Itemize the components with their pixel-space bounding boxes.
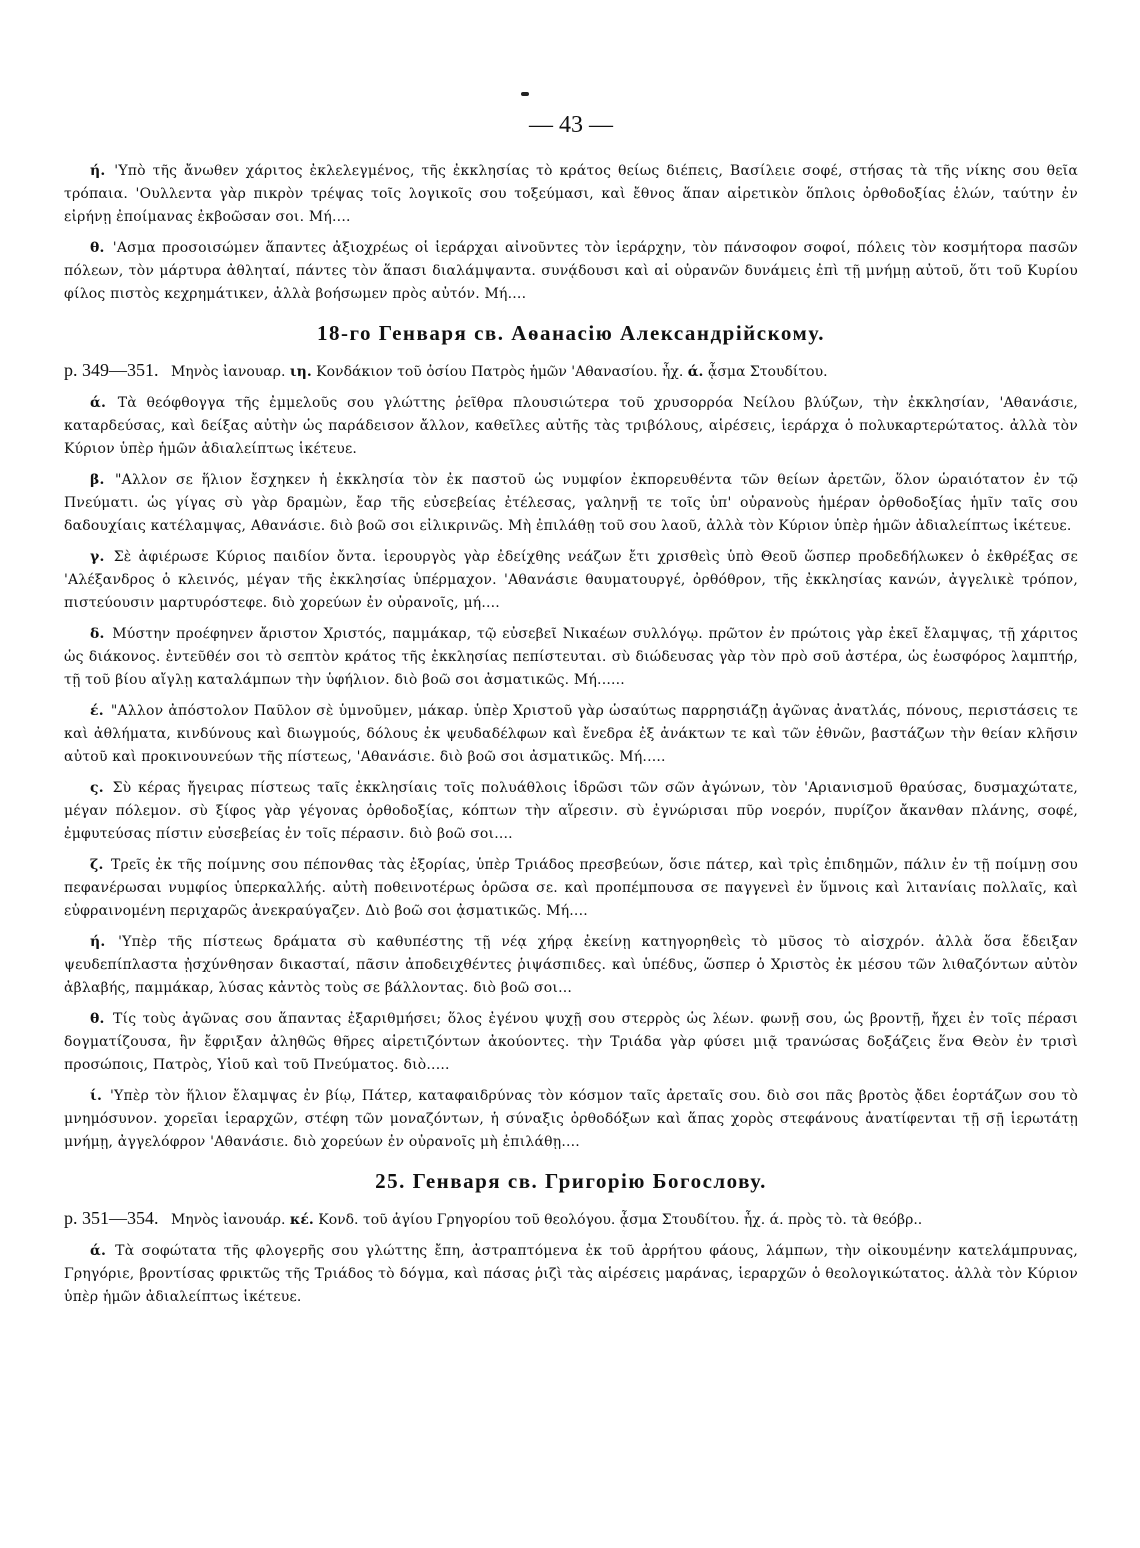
ref-marker: ιη. — [289, 364, 312, 380]
verse-marker: ζ. — [90, 857, 104, 873]
ref-text: ᾆσμα Στουδίτου. — [707, 364, 828, 380]
paragraph-text: 'Υπὲρ τῆς πίστεως δράματα σὺ καθυπέστης τῇ νέᾳ χήρᾳ ἐκείνῃ κατηγορηθεὶς τὸ μῦσος τὸ αἰσχρόν. ἀλλὰ ὅσα ἔδειξαν ψευδεπίπλαστα ᾐσχύνθησαν δικασταί, πᾶσιν ἀποδειχθέντες ῥιψάσπιδες. καὶ ὑπέδυς, ὥσπερ ὁ Χριστὸς ἐκ μέσου τῶν λιθαζόντων αὐτὸν ἀβλαβής, παμμάκαρ, λύσας κἀντὸς τοὺς σε βάλλοντας. διὸ βοῶ σοι... — [64, 934, 1078, 996]
verse-marker: έ. — [90, 703, 104, 719]
paragraph-text: "Αλλον ἀπόστολον Παῦλον σὲ ὑμνοῦμεν, μάκαρ. ὑπὲρ Χριστοῦ γὰρ ὡσαύτως παρρησιάζῃ ἀγῶνας ἀνατλάς, πόνους, περιστάσεις τε καὶ ἀθλήματα, κινδύνους καὶ διωγμούς, δόλους ἐκ ψευδαδέλφων καὶ ἔνεδρα ἐξ ἀνάκτων τε καὶ τῶν ἐθνῶν, βαστάζων τὴν θείαν κλῆσιν αὐτοῦ καὶ προκινουνεύων τῆς πίστεως, 'Αθανάσιε. διὸ βοῶ σοι ἀσματικῶς. Μή..... — [64, 703, 1078, 765]
ref-text: Κονδάκιον τοῦ ὁσίου Πατρὸς ἡμῶν 'Αθανασίου. ἦχ. — [316, 364, 684, 380]
paragraph-text: Τὰ σοφώτατα τῆς φλογερῆς σου γλώττης ἔπη, ἀστραπτόμενα ἐκ τοῦ ἀρρήτου φάους, λάμπων, τὴν οἰκουμένην κατελάμπρυνας, Γρηγόριε, βροντίσας φρικτῶς τῆς Τριάδος τὸ δόγμα, καὶ πάσας ῥιζὶ τὰς αἱρέσεις μαράνας, ἱεραρχῶν ὁ θεολογικώτατος. ἀλλὰ τὸν Κύριον ὑπὲρ ἡμῶν ἀδιαλείπτως ἱκέτευε. — [64, 1243, 1078, 1305]
page-reference: р. 351—354. — [64, 1208, 159, 1228]
paragraph — [64, 623, 1078, 692]
ref-tone: ά. — [687, 364, 704, 380]
paragraph — [64, 777, 1078, 846]
ref-text: Μηνὸς ἰανουάρ. — [170, 1212, 286, 1228]
verse-marker: ς. — [90, 780, 104, 796]
section-heading: 25. Генваря св. Григорію Богослову. — [375, 1169, 767, 1193]
paragraph-text: 'Υπὲρ τὸν ἥλιον ἔλαμψας ἐν βίῳ, Πάτερ, καταφαιδρύνας τὸν κόσμον ταῖς ἀρεταῖς σου. διὸ σοι πᾶς βροτὸς ᾄδει ἑορτάζων σου τὸ μνημόσυνον. χορεῖαι ἱεραρχῶν, στέφη τῶν μοναζόντων, ἡ σύναξις ὀρθοδόξων καὶ ἅπας χορὸς στεφάνους ἀνατίφενται τῇ σῇ ἱερωτάτῃ μνήμῃ, ἀγγελόφρον 'Αθανάσιε. διὸ χορεύων ἐν οὐρανοῖς μὴ ἐπιλάθῃ.... — [64, 1088, 1078, 1150]
ref-text: Κονδ. τοῦ ἁγίου Γρηγορίου τοῦ θεολόγου. ᾆσμα Στουδίτου. ἦχ. ά. πρὸς τὸ. τὰ θεόβρ.. — [318, 1212, 923, 1228]
ref-marker: κέ. — [289, 1212, 314, 1228]
paragraph — [64, 160, 1078, 229]
paragraph-text: Τρεῖς ἐκ τῆς ποίμνης σου πέπονθας τὰς ἐξορίας, ὑπὲρ Τριάδος πρεσβεύων, ὅσιε πάτερ, καὶ τρὶς ἐπιδημῶν, πάλιν ἐν τῇ ποίμνῃ σου πεφανέρωσαι νυμφίος ὑπερκαλλής. αὐτὴ ποθεινοτέρως ὁρῶσα σε. καὶ προπέμπουσα σε παγγενεὶ ἐν ὕμνοις καὶ λιτανίαις πολλαῖς, καὶ εὐφραινομένη περιχαρῶς ἀνεκραύγαζεν. Διὸ βοῶ σοι ᾀσματικῶς. Μή.... — [64, 857, 1078, 919]
paragraph-text: Σὲ ἀφιέρωσε Κύριος παιδίον ὄντα. ἱερουργὸς γὰρ ἐδείχθης νεάζων ἔτι χρισθεὶς ὑπὸ Θεοῦ ὥσπερ προδεδήλωκεν ὁ ἐκθρέξας σε 'Αλέξανδρος ὁ κλεινός, μέγαν τῆς ἐκκλησίας ὑπέρμαχον. 'Αθανάσιε θαυματουργέ, ὀρθόθρον, τῆς ἐκκλησίας κανών, ἀγγελικὲ τρόπον, πιστεύουσιν μαρτυρόστεφε. διὸ χορεύων ἐν οὐρανοῖς, μή.... — [64, 549, 1078, 611]
paragraph — [64, 854, 1078, 923]
verse-marker: δ. — [90, 626, 105, 642]
ref-text: Μηνὸς ἰανουαρ. — [170, 364, 286, 380]
reference-line — [64, 1206, 1078, 1232]
paragraph-text: Μύστην προέφηνεν ἄριστον Χριστός, παμμάκαρ, τῷ εὐσεβεῖ Νικαέων συλλόγῳ. πρῶτον ἐν πρώτοις γὰρ ἐκεῖ ἔλαμψας, τῇ χάριτος ὡς διάκονος. ἐντεῦθέν σοι τὸ σεπτὸν κράτος τῆς ἐκκλησίας πεπίστευται. σὺ διώδευσας γὰρ τὸν πρὸ σοῦ ἀστέρα, ὡς ἑωσφόρος λαμπτήρ, τῇ τοῦ βίου αἴγλῃ καταλάμπων τὴν ὑφήλιον. διὸ βοῶ σοι ἀσματικῶς. Μή...... — [64, 626, 1079, 688]
paragraph-text: Τὰ θεόφθογγα τῆς ἐμμελοῦς σου γλώττης ῥεῖθρα πλουσιώτερα τοῦ χρυσορρόα Νείλου βλύζων, τὴν ἐκκλησίαν, 'Αθανάσιε, καταρδεύσας, καὶ δείξας αὐτὴν ὡς παράδεισον ἄλλον, καθεῖλες αὐτῆς τὰς τριβόλους, αἱρέσεις, ἱεράρχα ὁ πολυκαρτερώτατος. ἀλλὰ τὸν Κύριον ὑπὲρ ἡμῶν ἀδιαλείπτως ἱκέτευε. — [64, 395, 1078, 457]
paragraph-text: Σὺ κέρας ἤγειρας πίστεως ταῖς ἐκκλησίαις τοῖς πολυάθλοις ἱδρῶσι τῶν σῶν ἀγώνων, τὸν 'Αριανισμοῦ θραύσας, δυσμαχώτατε, μέγαν πόλεμον. σὺ ξίφος γὰρ γέγονας ὀρθοδοξίας, κόπτων τὴν αἵρεσιν. σὺ ἐγνώρισαι πῦρ νοερόν, πυρίζον ἄκανθαν πλάνης, σοφέ, ἐμφυτεύσας πίστιν εὐσεβείας ἐν τοῖς πέρασιν. διὸ βοῶ σοι.... — [64, 780, 1078, 842]
page-number: — 43 — — [529, 112, 613, 138]
paragraph — [64, 1008, 1078, 1077]
paragraph — [64, 392, 1078, 461]
paragraph-text: Τίς τοὺς ἀγῶνας σου ἅπαντας ἐξαριθμήσει; ὅλος ἐγένου ψυχῇ σου στερρὸς ὡς λέων. φωνῇ σου, ὡς βροντῇ, ἤχει ἐν τοῖς πέρασι δογματίζουσα, ἣν ἔφριξαν ἀληθῶς θῆρες αἱρετιζόντων ἀκούοντες. τὴν Τριάδα γὰρ φύσει μιᾷ τρανώσας δοξάζεις ἕνα Θεὸν ἐν τρισὶ προσώποις, Πατρὸς, Υἱοῦ καὶ τοῦ Πνεύματος. διὸ..... — [64, 1011, 1078, 1073]
verse-marker: ί. — [90, 1088, 103, 1104]
paragraph-text: 'Ασμα προσοισώμεν ἅπαντες ἀξιοχρέως οἱ ἱεράρχαι αἰνοῦντες τὸν ἱεράρχην, τὸν πάνσοφον σοφοί, πόλεις τὸν κοσμήτορα πασῶν πόλεων, τὸν μάρτυρα ἀθληταί, πάντες τὸν ἅπασι διαλάμψαντα. συνᾴδουσι καὶ αἱ οὐρανῶν δυνάμεις ἐπὶ τῇ μνήμῃ αὐτοῦ, ὅτι τοῦ Κυρίου φίλος πιστὸς κεχρημάτικεν, ἀλλὰ βοήσωμεν πρὸς αὐτόν. Μή.... — [64, 240, 1079, 302]
paragraph — [64, 1085, 1078, 1154]
section-heading: 18-го Генваря св. Аѳанасію Александрійскому. — [317, 321, 825, 345]
verse-marker: γ. — [90, 549, 105, 565]
paragraph — [64, 931, 1078, 1000]
verse-marker: ά. — [90, 395, 107, 411]
verse-marker: ή. — [90, 934, 106, 950]
paragraph — [64, 700, 1078, 769]
verse-marker: β. — [90, 472, 105, 488]
verse-marker: ή. — [90, 163, 106, 179]
ink-mark — [521, 92, 529, 96]
reference-line — [64, 358, 1078, 384]
page-reference: р. 349—351. — [64, 360, 159, 380]
verse-marker: θ. — [90, 1011, 105, 1027]
paragraph — [64, 1240, 1078, 1309]
paragraph — [64, 546, 1078, 615]
paragraph — [64, 237, 1078, 306]
verse-marker: θ. — [90, 240, 105, 256]
paragraph-text: 'Υπὸ τῆς ἄνωθεν χάριτος ἐκλελεγμένος, τῆς ἐκκλησίας τὸ κράτος θείως διέπεις, Βασίλειε σοφέ, στήσας τὰ τῆς νίκης σου θεῖα τρόπαια. 'Ουλλεντα γὰρ πικρὸν τρέψας τοῖς λογικοῖς σου τοξεύμασι, καὶ ἔθνος ἅπαν αἱρετικὸν ὅπλοις ὀρθοδοξίας ἑλών, ταύτην ἐν εἰρήνῃ ἐποίμανας ἐκβοῶσαν σοι. Μή.... — [64, 163, 1078, 225]
paragraph — [64, 469, 1078, 538]
verse-marker: ά. — [90, 1243, 107, 1259]
paragraph-text: "Αλλον σε ἥλιον ἔσχηκεν ἡ ἐκκλησία τὸν ἐκ παστοῦ ὡς νυμφίον ἐκπορευθέντα τῶν θείων ἀρετῶν, ὅλον ὡραιότατον ἐν τῷ Πνεύματι. ὡς γίγας σὺ γὰρ δραμὼν, ἔαρ τῆς εὐσεβείας ἐτέλεσας, γαληνῇ τε τοῖς ὑπ' οὐρανοὺς ἡμέραν ὀρθοδοξίας ἡμῖν ταῖς σου δαδουχίαις κατέλαμψας, Αθανάσιε. διὸ βοῶ σοι εἰλικρινῶς. Μὴ ἐπιλάθῃ τοῦ σου λαοῦ, ἀλλὰ τὸν Κύριον ὑπὲρ ἡμῶν ἀδιαλείπτως ἱκέτευε. — [64, 472, 1078, 534]
